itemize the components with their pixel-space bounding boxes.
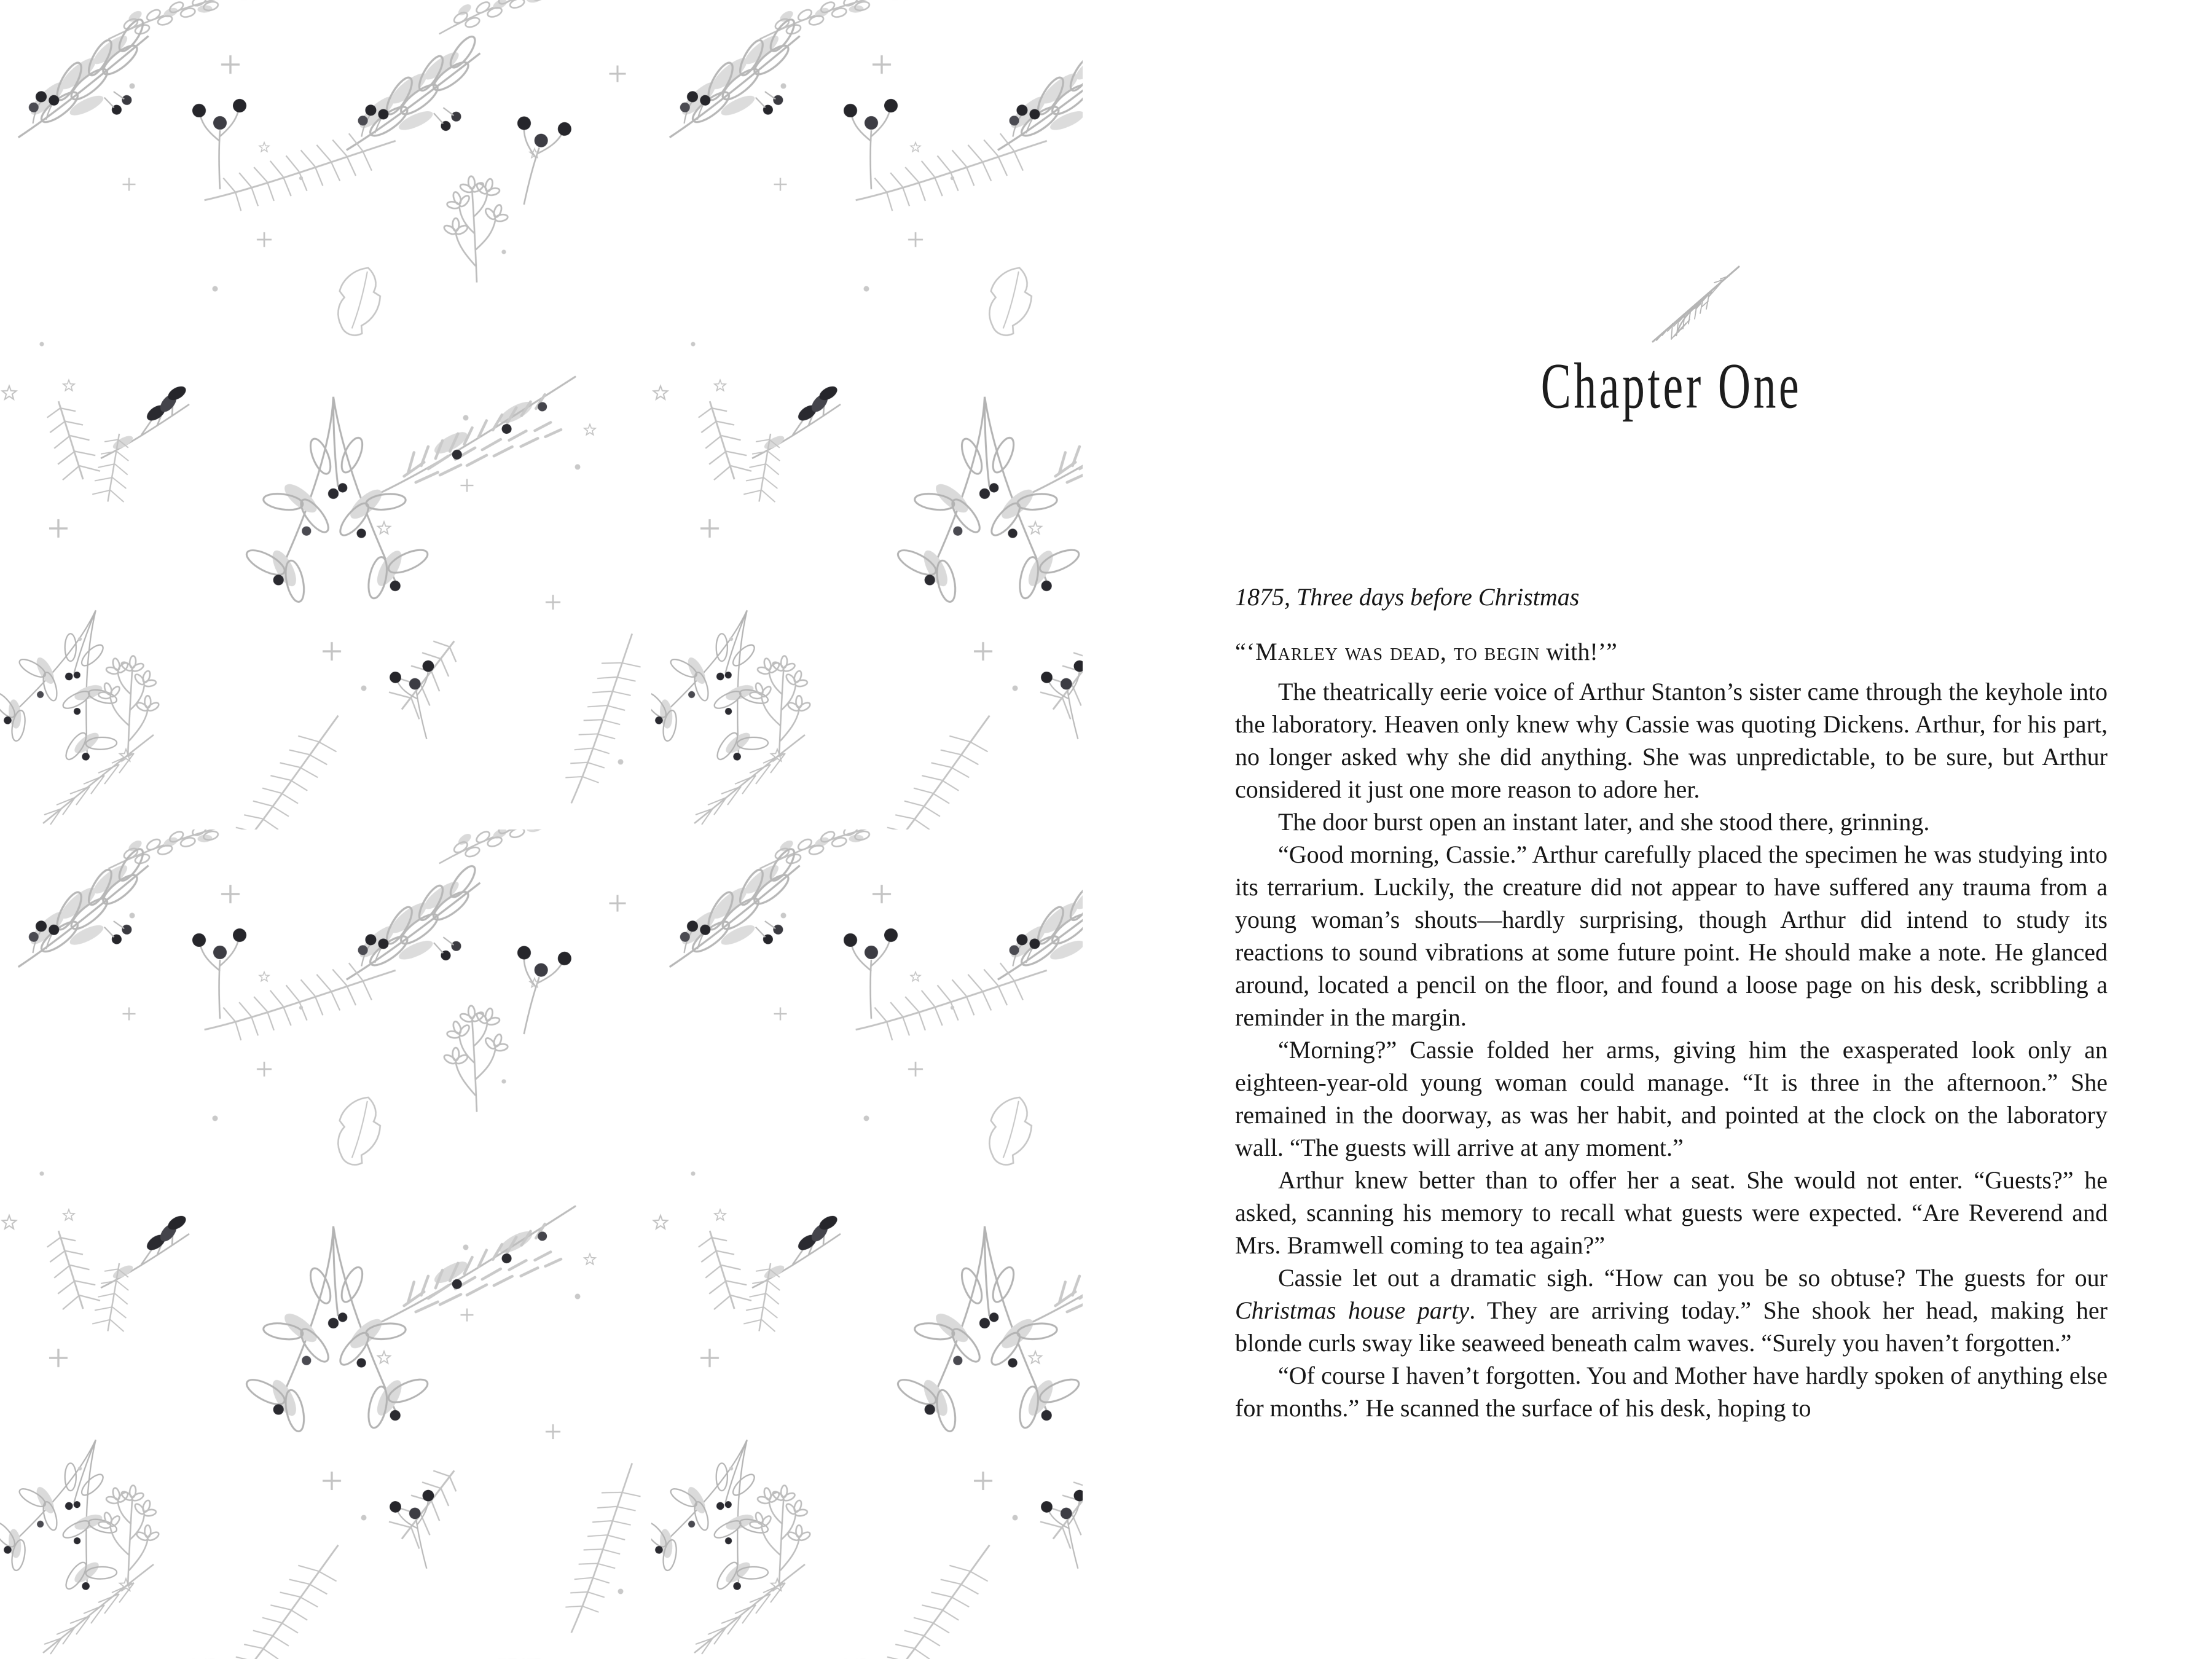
chapter-page xyxy=(1083,0,2212,1659)
paragraph: “Good morning, Cassie.” Arthur carefully placed the specimen he was studying into its terrarium. Luckily, the creature did not appear to have suffered any trauma from a young woman’s shouts—hardly surprising, though Arthur did intend to study its reactions to sound vibrations at some future point. He should make a note. He glanced around, located a pencil on the floor, and found a loose page on his desk, scribbling a reminder in the margin. xyxy=(1235,841,2108,1031)
opening-line xyxy=(1235,635,2108,668)
pattern-page xyxy=(0,0,1083,1659)
paragraph: “Morning?” Cassie folded her arms, giving him the exasperated look only an eighteen-year-old young woman could manage. “It is three in the afternoon.” She remained in the doorway, as was her habit, and pointed at the clock on the laboratory wall. “The guests will arrive at any moment.” xyxy=(1235,1036,2108,1161)
dateline: 1875, Three days before Christmas xyxy=(1235,583,1580,611)
opening-rest: with!’” xyxy=(1540,638,1617,665)
pine-sprig-icon xyxy=(1645,261,1746,347)
chapter-title: Chapter One xyxy=(1540,351,1802,423)
italic-phrase: Christmas house party xyxy=(1235,1296,1470,1324)
opening-smallcaps: “‘Marley was dead, to begin xyxy=(1235,638,1540,665)
paragraph-segment: Cassie let out a dramatic sigh. “How can you be so obtuse? The guests for our xyxy=(1278,1264,2108,1292)
paragraph-segment: . They are arriving today.” She shook her head, making her blonde curls sway like seaweed beneath calm waves. “Surely you haven’t forgotten.” xyxy=(1235,1296,2108,1357)
paragraph: Arthur knew better than to offer her a seat. She would not enter. “Guests?” he asked, scanning his memory to recall what guests were expected. “Are Reverend and Mrs. Bramwell coming to tea again?” xyxy=(1235,1166,2108,1259)
chapter-text xyxy=(1235,581,2108,1424)
paragraph: The theatrically eerie voice of Arthur Stanton’s sister came through the keyhole into the laboratory. Heaven only knew why Cassie was quoting Dickens. Arthur, for his part, no longer asked why she did anything. She was unpredictable, to be sure, but Arthur considered it just one more reason to adore her. xyxy=(1235,678,2108,803)
paragraph xyxy=(1235,1261,2108,1359)
winter-foliage-pattern xyxy=(0,0,1083,1659)
paragraph: The door burst open an instant later, and she stood there, grinning. xyxy=(1278,808,1930,836)
paragraph: “Of course I haven’t forgotten. You and Mother have hardly spoken of anything else for months.” He scanned the surface of his desk, hoping to xyxy=(1235,1362,2108,1422)
